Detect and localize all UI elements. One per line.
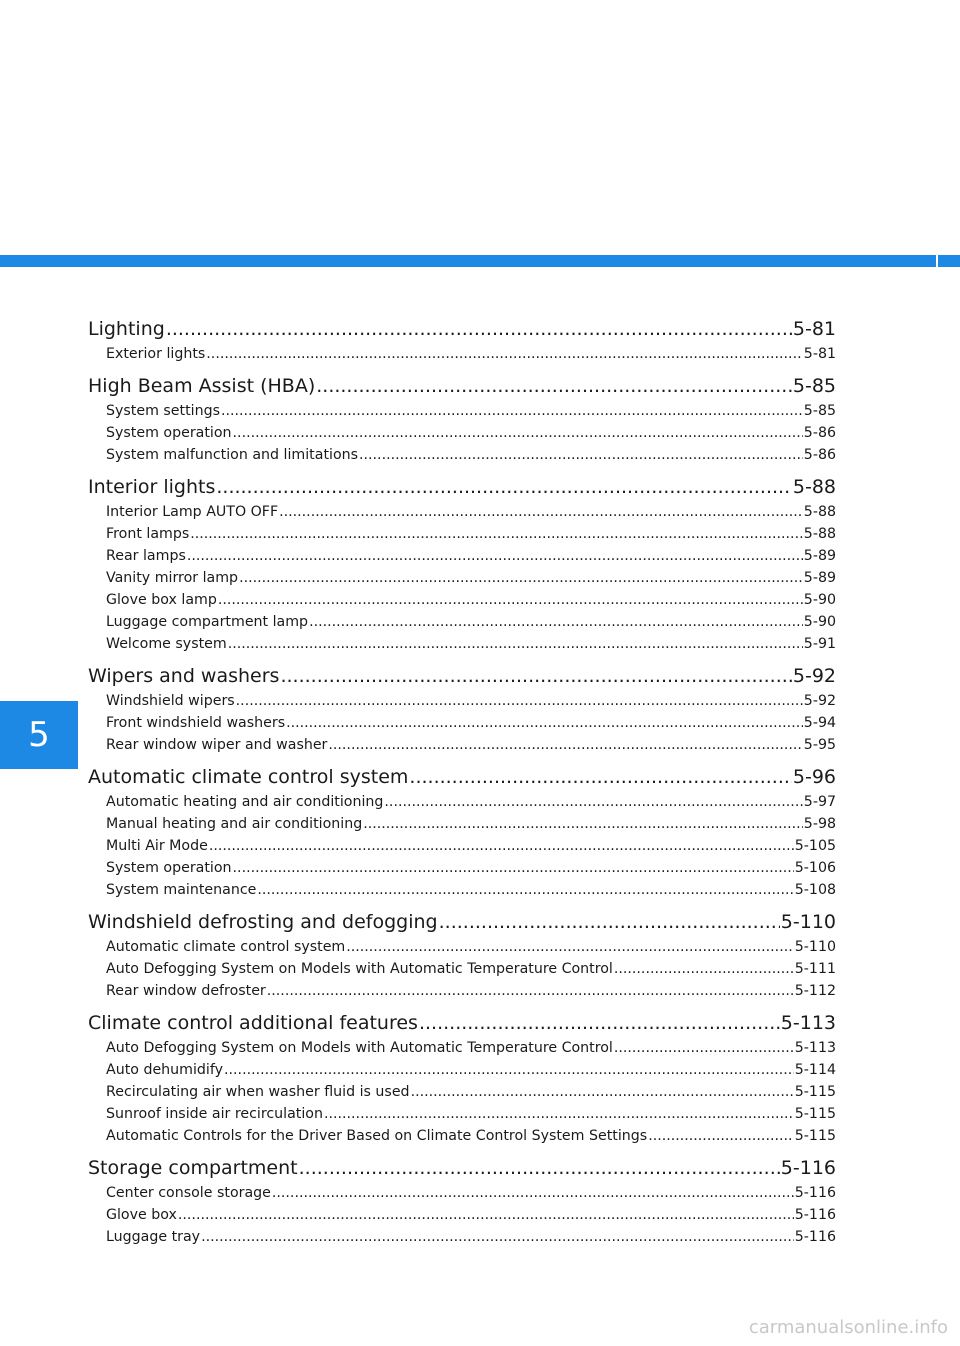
watermark: carmanualsonline.info bbox=[748, 1317, 948, 1338]
toc-item[interactable] bbox=[88, 633, 836, 655]
toc-item-page: 5-86 bbox=[803, 447, 836, 463]
toc-item-page: 5-85 bbox=[803, 403, 836, 419]
toc-item-page: 5-116 bbox=[794, 1185, 836, 1201]
toc-item[interactable] bbox=[88, 589, 836, 611]
dot-leader bbox=[166, 316, 792, 343]
toc-item-title: System operation bbox=[106, 425, 232, 441]
header-rule bbox=[0, 255, 960, 267]
toc-section bbox=[88, 909, 836, 1002]
toc-item-title: System maintenance bbox=[106, 882, 257, 898]
toc-section bbox=[88, 1155, 836, 1248]
toc-section-title: High Beam Assist (HBA) bbox=[88, 375, 316, 397]
toc-item-title: Automatic climate control system bbox=[106, 939, 346, 955]
toc-section-title: Automatic climate control system bbox=[88, 766, 409, 788]
dot-leader bbox=[279, 501, 803, 523]
toc-item-page: 5-95 bbox=[803, 737, 836, 753]
toc-section-page: 5-110 bbox=[780, 911, 836, 933]
dot-leader bbox=[309, 611, 803, 633]
toc-section-heading[interactable] bbox=[88, 764, 836, 791]
toc-item-page: 5-112 bbox=[794, 983, 836, 999]
dot-leader bbox=[267, 980, 794, 1002]
dot-leader bbox=[328, 734, 802, 756]
toc-item-page: 5-89 bbox=[803, 570, 836, 586]
toc-section-heading[interactable] bbox=[88, 1155, 836, 1182]
toc-item-title: Center console storage bbox=[106, 1185, 271, 1201]
toc-item-title: System malfunction and limitations bbox=[106, 447, 359, 463]
toc-item-page: 5-97 bbox=[803, 794, 836, 810]
toc-item[interactable] bbox=[88, 523, 836, 545]
dot-leader bbox=[384, 791, 802, 813]
dot-leader bbox=[236, 690, 803, 712]
toc-item[interactable] bbox=[88, 422, 836, 444]
toc-sections bbox=[88, 316, 836, 1248]
toc-item-title: Auto Defogging System on Models with Automatic Temperature Control bbox=[106, 1040, 613, 1056]
toc-item-title: Glove box lamp bbox=[106, 592, 217, 608]
dot-leader bbox=[187, 545, 803, 567]
toc-item-title: Windshield wipers bbox=[106, 693, 235, 709]
dot-leader bbox=[648, 1125, 794, 1147]
toc-section-page: 5-96 bbox=[792, 766, 836, 788]
dot-leader bbox=[419, 1010, 780, 1037]
toc-item-title: System operation bbox=[106, 860, 232, 876]
toc-section-heading[interactable] bbox=[88, 316, 836, 343]
toc-item-title: Recirculating air when washer fluid is used bbox=[106, 1084, 410, 1100]
toc-item-title: Sunroof inside air recirculation bbox=[106, 1106, 323, 1122]
toc-item-title: Auto Defogging System on Models with Automatic Temperature Control bbox=[106, 961, 613, 977]
toc-item-title: Front lamps bbox=[106, 526, 190, 542]
toc-item-page: 5-92 bbox=[803, 693, 836, 709]
dot-leader bbox=[201, 1226, 794, 1248]
toc-item-page: 5-108 bbox=[794, 882, 836, 898]
toc-section-title: Wipers and washers bbox=[88, 665, 280, 687]
toc-item[interactable] bbox=[88, 879, 836, 901]
toc-section-heading[interactable] bbox=[88, 909, 836, 936]
toc-item[interactable] bbox=[88, 813, 836, 835]
toc-item-page: 5-98 bbox=[803, 816, 836, 832]
dot-leader bbox=[409, 764, 791, 791]
dot-leader bbox=[190, 523, 803, 545]
dot-leader bbox=[614, 958, 794, 980]
toc-section-heading[interactable] bbox=[88, 663, 836, 690]
dot-leader bbox=[316, 373, 792, 400]
toc-item-page: 5-88 bbox=[803, 504, 836, 520]
toc-item-page: 5-86 bbox=[803, 425, 836, 441]
toc-section-heading[interactable] bbox=[88, 373, 836, 400]
toc-section-title: Lighting bbox=[88, 318, 165, 340]
toc-section bbox=[88, 663, 836, 756]
toc-item[interactable] bbox=[88, 791, 836, 813]
toc-item-title: System settings bbox=[106, 403, 220, 419]
toc-item[interactable] bbox=[88, 1226, 836, 1248]
dot-leader bbox=[221, 400, 803, 422]
toc-item-title: Multi Air Mode bbox=[106, 838, 208, 854]
toc-item-page: 5-110 bbox=[794, 939, 836, 955]
dot-leader bbox=[218, 589, 803, 611]
dot-leader bbox=[359, 444, 803, 466]
toc-item[interactable] bbox=[88, 1037, 836, 1059]
dot-leader bbox=[209, 835, 794, 857]
toc-item-page: 5-91 bbox=[803, 636, 836, 652]
toc-section-title: Storage compartment bbox=[88, 1157, 298, 1179]
toc-item-title: Rear window defroster bbox=[106, 983, 266, 999]
toc-item-page: 5-115 bbox=[794, 1084, 836, 1100]
toc-item-page: 5-94 bbox=[803, 715, 836, 731]
toc-item-title: Front windshield washers bbox=[106, 715, 286, 731]
toc-section-page: 5-85 bbox=[792, 375, 836, 397]
table-of-contents bbox=[88, 316, 836, 1248]
toc-item-page: 5-111 bbox=[794, 961, 836, 977]
dot-leader bbox=[346, 936, 794, 958]
dot-leader bbox=[206, 343, 803, 365]
toc-item[interactable] bbox=[88, 958, 836, 980]
toc-item[interactable] bbox=[88, 444, 836, 466]
toc-item-title: Manual heating and air conditioning bbox=[106, 816, 363, 832]
toc-item-page: 5-105 bbox=[794, 838, 836, 854]
toc-item[interactable] bbox=[88, 712, 836, 734]
toc-item-title: Glove box bbox=[106, 1207, 177, 1223]
toc-section bbox=[88, 474, 836, 655]
toc-item-page: 5-116 bbox=[794, 1229, 836, 1245]
toc-item[interactable] bbox=[88, 835, 836, 857]
toc-item-title: Interior Lamp AUTO OFF bbox=[106, 504, 279, 520]
toc-item[interactable] bbox=[88, 1204, 836, 1226]
toc-item[interactable] bbox=[88, 400, 836, 422]
header-rule-notch bbox=[936, 255, 938, 267]
toc-section bbox=[88, 1010, 836, 1147]
toc-item-page: 5-115 bbox=[794, 1106, 836, 1122]
toc-section-title: Windshield defrosting and defogging bbox=[88, 911, 438, 933]
dot-leader bbox=[280, 663, 791, 690]
toc-section bbox=[88, 316, 836, 365]
dot-leader bbox=[224, 1059, 794, 1081]
toc-item-title: Auto dehumidify bbox=[106, 1062, 224, 1078]
dot-leader bbox=[286, 712, 803, 734]
toc-item[interactable] bbox=[88, 1103, 836, 1125]
toc-section-page: 5-113 bbox=[780, 1012, 836, 1034]
toc-item-title: Vanity mirror lamp bbox=[106, 570, 239, 586]
toc-section-page: 5-92 bbox=[792, 665, 836, 687]
toc-item[interactable] bbox=[88, 857, 836, 879]
dot-leader bbox=[272, 1182, 794, 1204]
toc-item-title: Automatic heating and air conditioning bbox=[106, 794, 384, 810]
toc-section-page: 5-81 bbox=[792, 318, 836, 340]
toc-item[interactable] bbox=[88, 690, 836, 712]
toc-item-page: 5-114 bbox=[794, 1062, 836, 1078]
toc-item-title: Rear lamps bbox=[106, 548, 186, 564]
toc-item[interactable] bbox=[88, 1081, 836, 1103]
dot-leader bbox=[439, 909, 780, 936]
dot-leader bbox=[233, 857, 794, 879]
toc-section bbox=[88, 373, 836, 466]
toc-item-page: 5-90 bbox=[803, 614, 836, 630]
toc-item-title: Exterior lights bbox=[106, 346, 206, 362]
toc-item-page: 5-113 bbox=[794, 1040, 836, 1056]
toc-item[interactable] bbox=[88, 567, 836, 589]
toc-item-page: 5-89 bbox=[803, 548, 836, 564]
toc-item-title: Welcome system bbox=[106, 636, 227, 652]
dot-leader bbox=[228, 633, 803, 655]
toc-item-title: Luggage compartment lamp bbox=[106, 614, 309, 630]
toc-item[interactable] bbox=[88, 734, 836, 756]
toc-item[interactable] bbox=[88, 545, 836, 567]
toc-item[interactable] bbox=[88, 611, 836, 633]
toc-item[interactable] bbox=[88, 1182, 836, 1204]
toc-item-title: Rear window wiper and washer bbox=[106, 737, 328, 753]
dot-leader bbox=[363, 813, 803, 835]
dot-leader bbox=[324, 1103, 794, 1125]
toc-item-page: 5-106 bbox=[794, 860, 836, 876]
dot-leader bbox=[239, 567, 803, 589]
dot-leader bbox=[257, 879, 793, 901]
toc-item[interactable] bbox=[88, 501, 836, 523]
toc-item-page: 5-115 bbox=[794, 1128, 836, 1144]
toc-item-page: 5-90 bbox=[803, 592, 836, 608]
dot-leader bbox=[614, 1037, 794, 1059]
toc-item[interactable] bbox=[88, 343, 836, 365]
toc-section-title: Interior lights bbox=[88, 476, 216, 498]
toc-section-title: Climate control additional features bbox=[88, 1012, 418, 1034]
toc-section-heading[interactable] bbox=[88, 1010, 836, 1037]
toc-section-heading[interactable] bbox=[88, 474, 836, 501]
dot-leader bbox=[233, 422, 803, 444]
toc-item[interactable] bbox=[88, 1059, 836, 1081]
toc-item[interactable] bbox=[88, 980, 836, 1002]
dot-leader bbox=[299, 1155, 780, 1182]
toc-item-title: Automatic Controls for the Driver Based on Climate Control System Settings bbox=[106, 1128, 648, 1144]
dot-leader bbox=[411, 1081, 794, 1103]
chapter-tab: 5 bbox=[0, 701, 78, 769]
toc-section-page: 5-88 bbox=[792, 476, 836, 498]
toc-item-page: 5-116 bbox=[794, 1207, 836, 1223]
toc-item-page: 5-88 bbox=[803, 526, 836, 542]
toc-item-title: Luggage tray bbox=[106, 1229, 201, 1245]
toc-item[interactable] bbox=[88, 1125, 836, 1147]
dot-leader bbox=[178, 1204, 794, 1226]
toc-section-page: 5-116 bbox=[780, 1157, 836, 1179]
dot-leader bbox=[216, 474, 792, 501]
toc-item-page: 5-81 bbox=[803, 346, 836, 362]
toc-section bbox=[88, 764, 836, 901]
toc-item[interactable] bbox=[88, 936, 836, 958]
